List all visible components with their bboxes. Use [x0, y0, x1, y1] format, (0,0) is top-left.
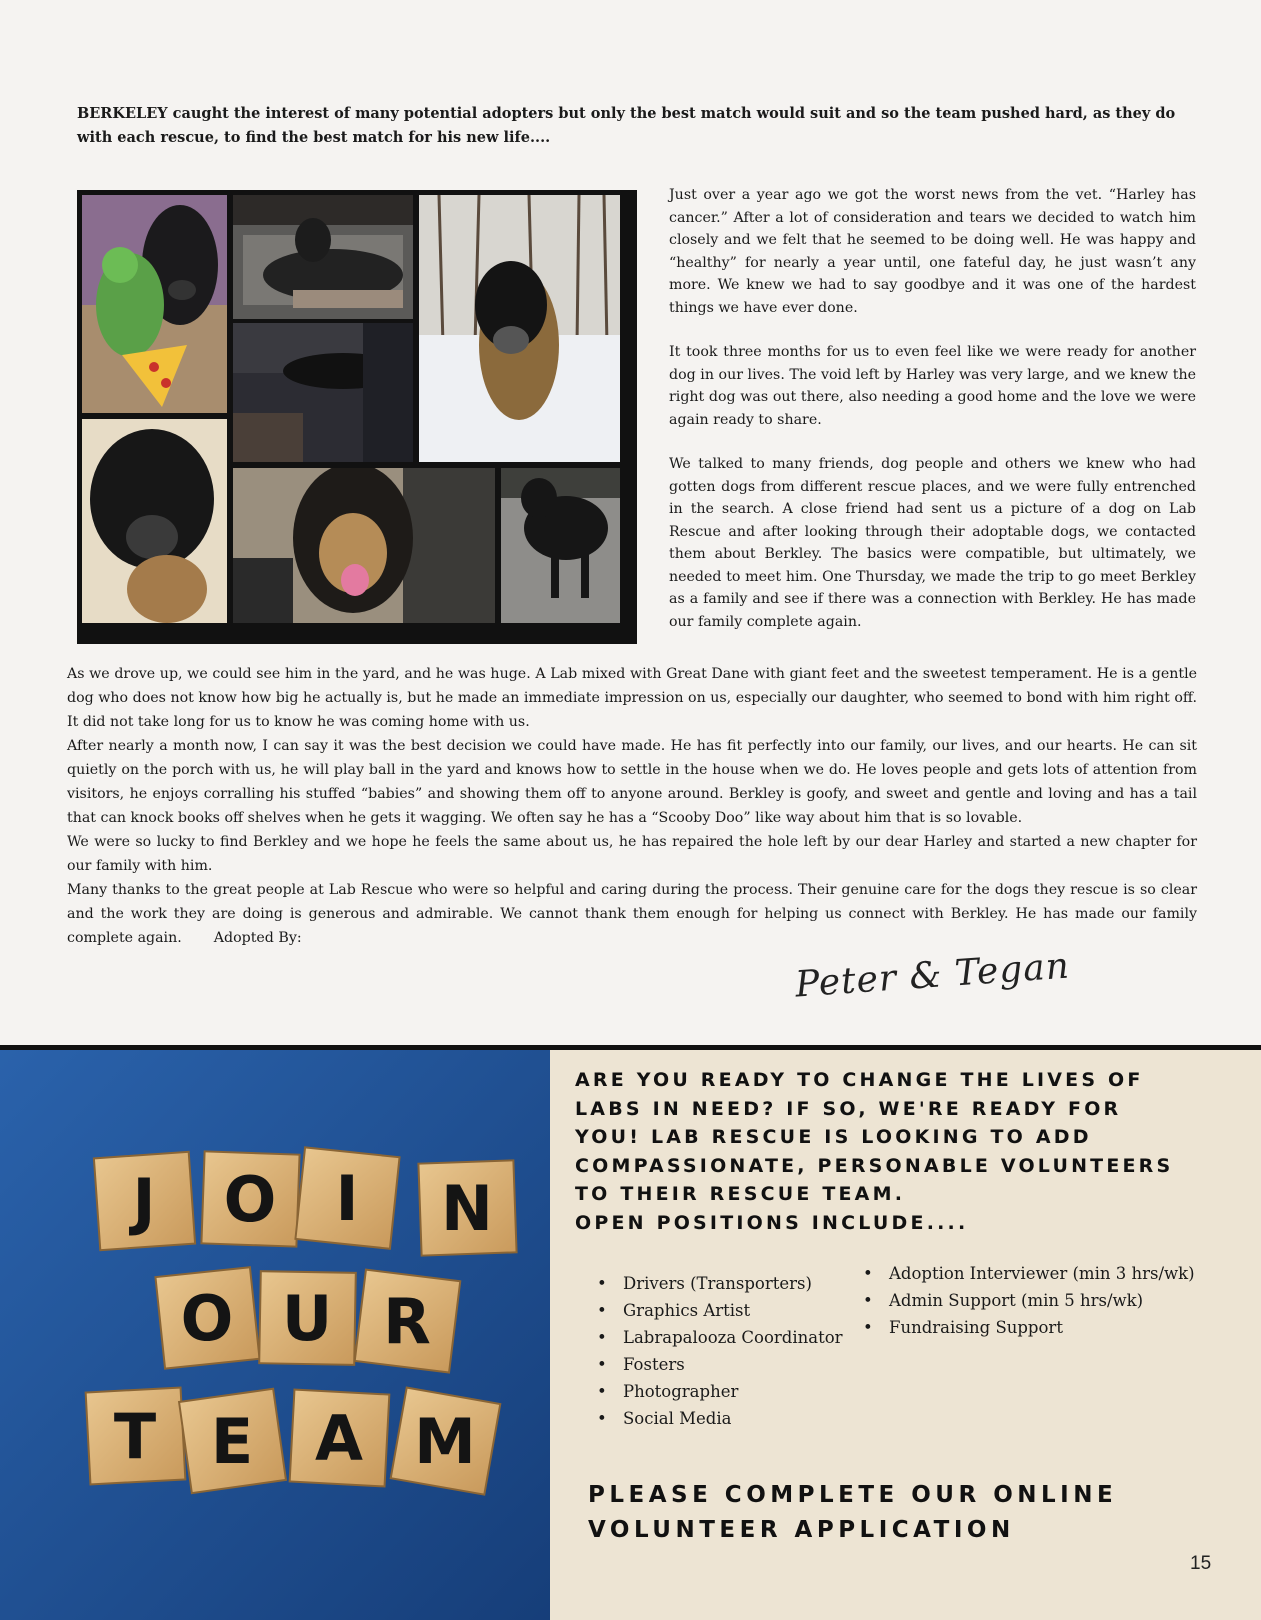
photo-dog-with-toys	[82, 195, 227, 413]
list-item: • Admin Support (min 5 hrs/wk)	[863, 1287, 1195, 1314]
photo-dog-on-driveway	[501, 468, 620, 623]
block-letter: U	[281, 1282, 333, 1355]
story-paragraph: It took three months for us to even feel like we were ready for another dog in our lives. The void left by Harley was very large, and we knew the right dog was out there, also needing a good home and the love we were again ready to share.	[669, 344, 1196, 428]
block-letter: J	[132, 1165, 156, 1238]
story-paragraph: As we drove up, we could see him in the yard, and he was huge. A Lab mixed with Great Dane with giant feet and the sweetest temperament. He is a gentle dog who does not know how big he actually is, but he made an immediate impression on us, especially our daughter, who seemed to bond with him right off. It did not take long for us to know he was coming home with us.	[67, 666, 1197, 730]
apply-line: VOLUNTEER APPLICATION	[588, 1517, 1015, 1543]
photo-dog-on-porch	[233, 195, 413, 319]
photo-collage	[77, 190, 637, 644]
positions-list-right	[863, 1260, 1195, 1341]
list-item: • Adoption Interviewer (min 3 hrs/wk)	[863, 1260, 1195, 1287]
headline-line: TO THEIR RESCUE TEAM.	[575, 1183, 906, 1205]
list-item: • Social Media	[597, 1405, 843, 1432]
photo-dog-in-snow	[419, 195, 620, 462]
block-letter: A	[315, 1402, 363, 1475]
block-letter: I	[335, 1162, 359, 1235]
story-column	[669, 184, 1196, 655]
list-item: • Drivers (Transporters)	[597, 1270, 843, 1297]
positions-list-left	[597, 1270, 843, 1432]
story-paragraph: We were so lucky to find Berkley and we hope he feels the same about us, he has repaired the hole left by our dear Harley and started a new chapter for our family with him.	[67, 834, 1197, 874]
photo-dog-resting-head	[82, 419, 227, 623]
headline-line: ARE YOU READY TO CHANGE THE LIVES OF	[575, 1069, 1144, 1091]
story-paragraph: We talked to many friends, dog people and others we knew who had gotten dogs from different rescue places, and we were fully entrenched in the search. A close friend had sent us a picture of a dog on Lab Rescue and after looking through their adoptable dogs, we contacted them about Berkley. The basics were compatible, but ultimately, we needed to meet him. One Thursday, we made the trip to go meet Berkley as a family and see if there was a connection with Berkley. He has made our family complete again.	[669, 456, 1196, 630]
block-letter: M	[414, 1405, 476, 1478]
volunteer-headline	[575, 1066, 1175, 1237]
volunteer-application-link[interactable]	[588, 1478, 1117, 1548]
adopted-by-label: Adopted By:	[213, 930, 302, 946]
photo-dog-on-couch	[233, 323, 413, 462]
story-paragraph-text: Many thanks to the great people at Lab Rescue who were so helpful and caring during the process. Their genuine care for the dogs they rescue is so clear and the work they are doing is generous and admirable. We cannot thank them enough for helping us connect with Berkley. He has made our family complete again.	[67, 882, 1197, 946]
list-item: • Fosters	[597, 1351, 843, 1378]
page-number: 15	[1190, 1553, 1212, 1574]
signature: Peter & Tegan	[793, 945, 1072, 1006]
block-letter: R	[383, 1285, 431, 1358]
block-letter: E	[210, 1405, 254, 1478]
list-item: • Photographer	[597, 1378, 843, 1405]
volunteer-panel	[550, 1050, 1261, 1620]
headline-line: OPEN POSITIONS INCLUDE....	[575, 1211, 969, 1234]
photo-dog-tongue-out	[233, 468, 495, 623]
list-item: • Labrapalooza Coordinator	[597, 1324, 843, 1351]
apply-line: PLEASE COMPLETE OUR ONLINE	[588, 1482, 1118, 1508]
join-our-team-image	[0, 1050, 550, 1620]
list-item: • Graphics Artist	[597, 1297, 843, 1324]
headline-line: YOU! LAB RESCUE IS LOOKING TO ADD	[575, 1126, 1092, 1148]
intro-text: BERKELEY caught the interest of many potential adopters but only the best match would suit and so the team pushed hard, as they do with each rescue, to find the best match for his new life....	[77, 105, 1176, 146]
story-paragraph-final	[67, 878, 1197, 950]
block-letter: O	[223, 1163, 277, 1236]
story-paragraph: After nearly a month now, I can say it was the best decision we could have made. He has fit perfectly into our family, our lives, and our hearts. He can sit quietly on the porch with us, he will play ball in the yard and knows how to settle in the house when we do. He loves people and gets lots of attention from visitors, he enjoys corralling his stuffed “babies” and showing them off to anyone around. Berkley is goofy, and sweet and gentle and loving and has a tail that can knock books off shelves when he gets it wagging. We often say he has a “Scooby Doo” like way about him that is so lovable.	[67, 738, 1197, 826]
block-letter: O	[180, 1282, 234, 1355]
headline-line: LABS IN NEED? IF SO, WE'RE READY FOR	[575, 1097, 1122, 1120]
list-item: • Fundraising Support	[863, 1314, 1195, 1341]
block-letter: T	[113, 1400, 157, 1473]
block-letter: N	[441, 1172, 493, 1245]
headline-line: COMPASSIONATE, PERSONABLE VOLUNTEERS	[575, 1154, 1174, 1177]
story-paragraph: Just over a year ago we got the worst news from the vet. “Harley has cancer.” After a lot of consideration and tears we decided to watch him closely and we felt that he seemed to be doing well. He was happy and “healthy” for nearly a year until, one fateful day, he just wasn’t any more. We knew we had to say goodbye and it was one of the hardest things we have ever done.	[669, 187, 1196, 316]
story-body	[67, 662, 1197, 950]
